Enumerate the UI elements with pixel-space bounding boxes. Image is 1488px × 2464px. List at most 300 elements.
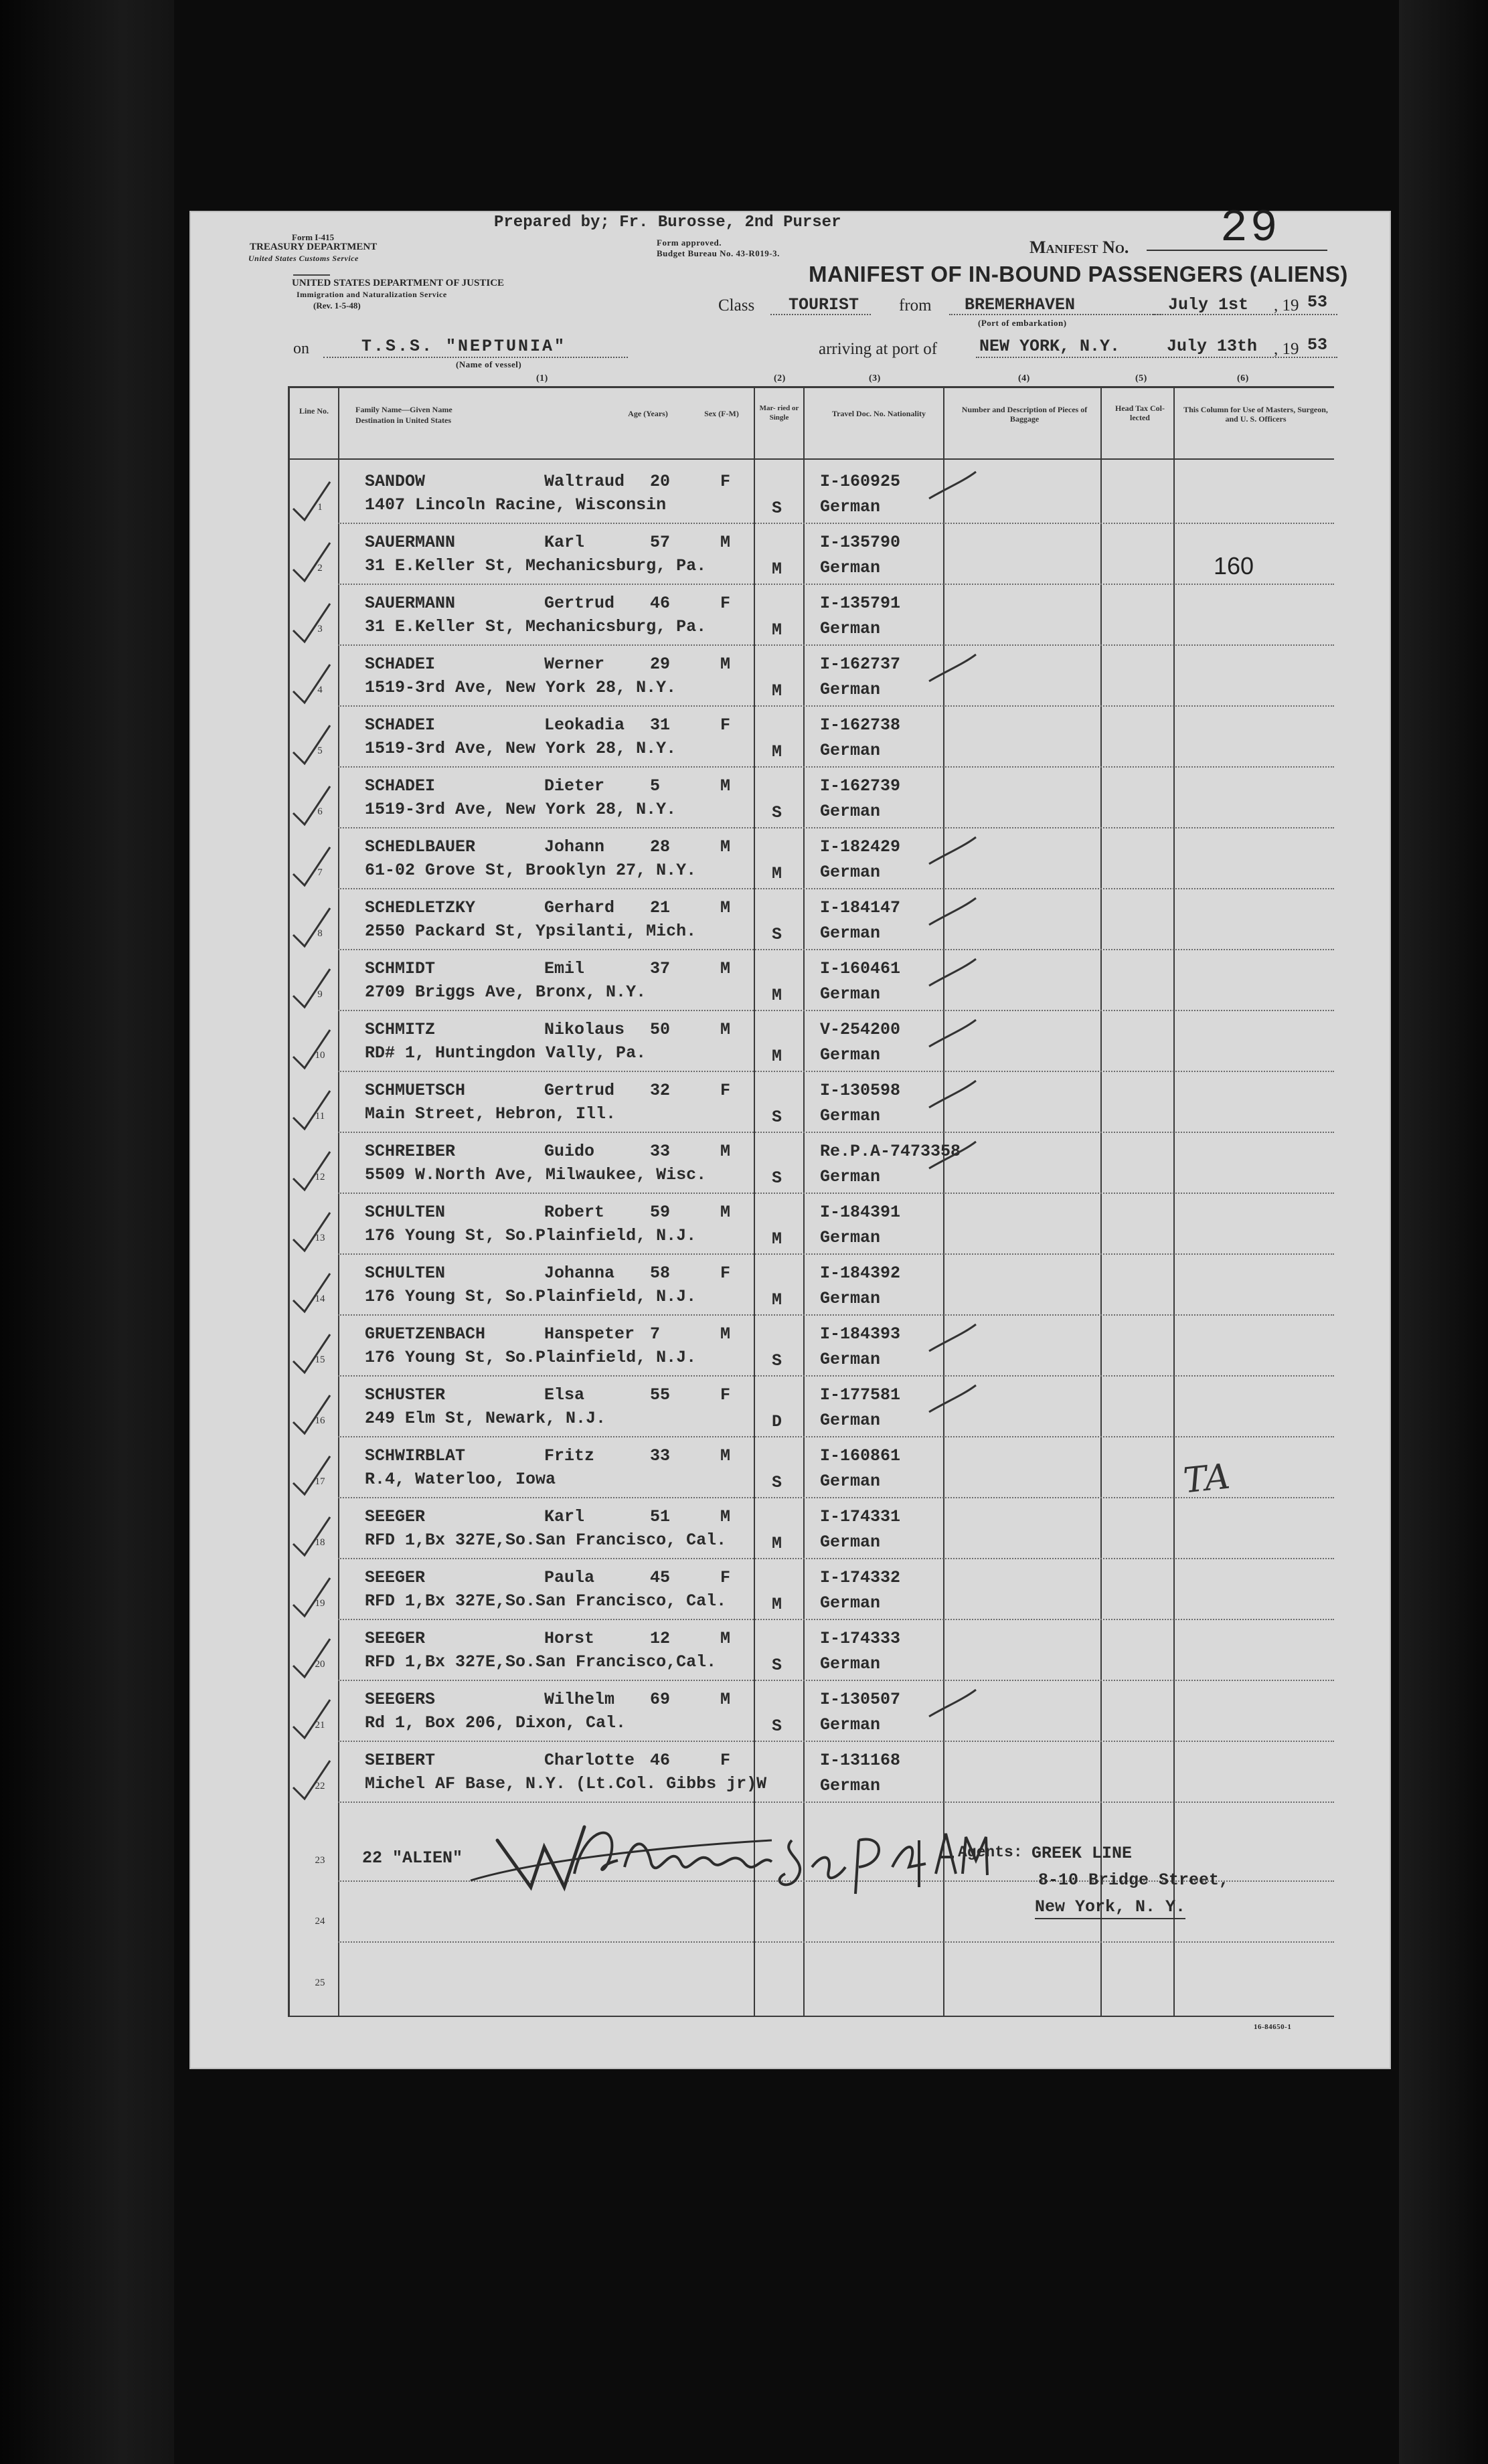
table-row <box>189 770 1334 830</box>
family-name: SANDOW <box>365 472 426 491</box>
given-name: Johann <box>544 837 605 857</box>
sex: M <box>720 1690 731 1709</box>
family-name: SEEGER <box>365 1568 426 1587</box>
header-head-tax: Head Tax Col- lected <box>1114 404 1165 422</box>
given-name: Dieter <box>544 776 605 796</box>
row-separator <box>338 1010 1334 1011</box>
year-prefix-2: , 19 <box>1274 340 1299 358</box>
travel-doc-no: I-135791 <box>820 594 901 613</box>
from-label: from <box>899 296 932 315</box>
header-name: Family Name—Given Name <box>355 405 452 414</box>
tick-mark-icon <box>926 468 979 509</box>
class-underline <box>770 314 871 315</box>
given-name: Karl <box>544 1507 585 1526</box>
marital-status: S <box>772 1656 782 1675</box>
check-mark-icon <box>290 1514 337 1561</box>
line-number: 15 <box>315 1354 325 1365</box>
destination: 1519-3rd Ave, New York 28, N.Y. <box>365 800 677 819</box>
sex: M <box>720 1020 731 1039</box>
family-name: SCHMITZ <box>365 1020 436 1039</box>
travel-doc-no: I-130598 <box>820 1081 901 1100</box>
line-number: 21 <box>315 1720 325 1731</box>
line-number: 8 <box>317 928 323 939</box>
marital-status: M <box>772 1595 782 1614</box>
travel-doc-no: I-177581 <box>820 1385 901 1405</box>
sex: F <box>720 472 731 491</box>
year-1: 53 <box>1307 292 1328 312</box>
sex: M <box>720 533 731 552</box>
agents-label: Agents: <box>958 1844 1023 1861</box>
destination: 2709 Briggs Ave, Bronx, N.Y. <box>365 982 647 1002</box>
arrival-date: July 13th <box>1167 337 1258 356</box>
scan-border-right <box>1399 0 1488 2464</box>
given-name: Leokadia <box>544 715 625 735</box>
sex: F <box>720 1263 731 1283</box>
family-name: SAUERMANN <box>365 594 456 613</box>
family-name: SCHMIDT <box>365 959 436 978</box>
line-number: 19 <box>315 1598 325 1609</box>
table-row <box>189 709 1334 770</box>
year-2: 53 <box>1307 335 1328 355</box>
marital-status: M <box>772 742 782 762</box>
family-name: SCHULTEN <box>365 1263 446 1283</box>
family-name: SCHADEI <box>365 654 436 674</box>
age: 7 <box>650 1324 661 1344</box>
line-number: 14 <box>315 1294 325 1304</box>
nationality: German <box>820 1715 881 1735</box>
depart-date: July 1st <box>1168 295 1249 315</box>
sex: M <box>720 1507 731 1526</box>
treasury-dept: TREASURY DEPARTMENT <box>250 242 378 252</box>
row-separator <box>338 1253 1334 1255</box>
agent-city: New York, N. Y. <box>1035 1897 1185 1919</box>
line-number: 16 <box>315 1415 325 1426</box>
travel-doc-no: I-162738 <box>820 715 901 735</box>
check-mark-icon <box>290 1636 337 1682</box>
row-separator <box>338 523 1334 524</box>
header-sex: Sex (F-M) <box>704 409 739 418</box>
marital-status: S <box>772 1717 782 1736</box>
destination: Michel AF Base, N.Y. (Lt.Col. Gibbs jr)W <box>365 1774 767 1793</box>
family-name: SCHADEI <box>365 715 436 735</box>
sex: M <box>720 1203 731 1222</box>
row-separator <box>338 1375 1334 1377</box>
nationality: German <box>820 984 881 1004</box>
age: 37 <box>650 959 671 978</box>
age: 5 <box>650 776 661 796</box>
destination: 1519-3rd Ave, New York 28, N.Y. <box>365 739 677 758</box>
destination: RD# 1, Huntingdon Vally, Pa. <box>365 1043 647 1063</box>
nationality: German <box>820 1776 881 1795</box>
check-mark-icon <box>290 600 337 647</box>
table-row <box>189 1622 1334 1683</box>
line-number: 17 <box>315 1476 325 1487</box>
destination: 2550 Packard St, Ypsilanti, Mich. <box>365 921 697 941</box>
destination: Main Street, Hebron, Ill. <box>365 1104 616 1124</box>
travel-doc-no: I-174333 <box>820 1629 901 1648</box>
check-mark-icon <box>290 1209 337 1256</box>
line-number: 18 <box>315 1537 325 1548</box>
header-officers: This Column for Use of Masters, Surgeon, and U. S. Officers <box>1183 405 1328 424</box>
col-num-5: (5) <box>1135 373 1147 383</box>
destination: 176 Young St, So.Plainfield, N.J. <box>365 1348 697 1367</box>
age: 46 <box>650 1751 671 1770</box>
sex: F <box>720 1568 731 1587</box>
form-number: Form I-415 <box>292 232 335 242</box>
age: 33 <box>650 1446 671 1466</box>
travel-doc-no: I-184392 <box>820 1263 901 1283</box>
travel-doc-no: I-174332 <box>820 1568 901 1587</box>
line-number: 13 <box>315 1233 325 1243</box>
check-mark-icon <box>290 1331 337 1378</box>
check-mark-icon <box>290 722 337 769</box>
line-number: 12 <box>315 1172 325 1182</box>
line-number: 7 <box>317 867 323 878</box>
line-number: 10 <box>315 1050 325 1061</box>
line-number-25: 25 <box>315 1977 325 1988</box>
given-name: Paula <box>544 1568 595 1587</box>
tick-mark-icon <box>926 1382 979 1422</box>
given-name: Horst <box>544 1629 595 1648</box>
travel-doc-no: I-160861 <box>820 1446 901 1466</box>
form-approved: Form approved. <box>657 238 722 248</box>
family-name: GRUETZENBACH <box>365 1324 486 1344</box>
travel-doc-no: I-131168 <box>820 1751 901 1770</box>
nationality: German <box>820 1045 881 1065</box>
check-mark-icon <box>290 966 337 1013</box>
tick-mark-icon <box>926 895 979 935</box>
age: 58 <box>650 1263 671 1283</box>
family-name: SCHEDLBAUER <box>365 837 476 857</box>
travel-doc-no: I-182429 <box>820 837 901 857</box>
alien-total: 22 "ALIEN" <box>362 1848 463 1868</box>
age: 59 <box>650 1203 671 1222</box>
travel-doc-no: I-174331 <box>820 1507 901 1526</box>
destination: RFD 1,Bx 327E,So.San Francisco, Cal. <box>365 1591 727 1611</box>
arriving-label: arriving at port of <box>819 340 938 358</box>
family-name: SCHULTEN <box>365 1203 446 1222</box>
destination: 31 E.Keller St, Mechanicsburg, Pa. <box>365 617 707 636</box>
age: 20 <box>650 472 671 491</box>
tick-mark-icon <box>926 1686 979 1727</box>
sex: M <box>720 898 731 917</box>
age: 50 <box>650 1020 671 1039</box>
table-row <box>189 1318 1334 1379</box>
nationality: German <box>820 1350 881 1369</box>
nationality: German <box>820 558 881 578</box>
nationality: German <box>820 1532 881 1552</box>
age: 55 <box>650 1385 671 1405</box>
inspector-signature <box>457 1800 993 1901</box>
sex: M <box>720 837 731 857</box>
family-name: SCHUSTER <box>365 1385 446 1405</box>
destination: 61-02 Grove St, Brooklyn 27, N.Y. <box>365 861 697 880</box>
travel-doc-no: I-184391 <box>820 1203 901 1222</box>
check-mark-icon <box>290 1148 337 1195</box>
sex: F <box>720 1385 731 1405</box>
check-mark-icon <box>290 1696 337 1743</box>
travel-doc-no: I-162739 <box>820 776 901 796</box>
travel-doc-no: I-160925 <box>820 472 901 491</box>
marital-status: S <box>772 1108 782 1127</box>
destination: RFD 1,Bx 327E,So.San Francisco, Cal. <box>365 1530 727 1550</box>
header-baggage: Number and Description of Pieces of Baggage <box>961 405 1088 424</box>
year-prefix-1: , 19 <box>1274 296 1299 315</box>
age: 31 <box>650 715 671 735</box>
col-num-3: (3) <box>869 373 881 383</box>
table-row <box>189 1013 1334 1074</box>
marital-status: M <box>772 864 782 883</box>
header-bottom-rule <box>288 458 1334 460</box>
family-name: SAUERMANN <box>365 533 456 552</box>
vessel-name: T.S.S. "NEPTUNIA" <box>361 337 567 356</box>
check-mark-icon <box>290 1270 337 1317</box>
family-name: SEEGERS <box>365 1690 436 1709</box>
travel-doc-no: Re.P.A-7473358 <box>820 1142 961 1161</box>
header-age: Age (Years) <box>628 409 668 418</box>
family-name: SEIBERT <box>365 1751 436 1770</box>
sex: F <box>720 715 731 735</box>
tick-mark-icon <box>926 1138 979 1178</box>
nationality: German <box>820 1106 881 1126</box>
row-separator <box>338 644 1334 646</box>
arrival-underline <box>976 357 1337 358</box>
age: 46 <box>650 594 671 613</box>
check-mark-icon <box>290 905 337 952</box>
nationality: German <box>820 1472 881 1491</box>
row-separator <box>338 1132 1334 1133</box>
destination: 1519-3rd Ave, New York 28, N.Y. <box>365 678 677 697</box>
row-separator <box>338 1436 1334 1437</box>
sex: M <box>720 1446 731 1466</box>
manifest-number: 29 <box>1220 203 1280 254</box>
col-num-6: (6) <box>1237 373 1249 383</box>
table-row <box>189 1439 1334 1500</box>
given-name: Werner <box>544 654 605 674</box>
row-separator <box>338 1941 1334 1943</box>
given-name: Johanna <box>544 1263 615 1283</box>
age: 69 <box>650 1690 671 1709</box>
marital-status: S <box>772 1168 782 1188</box>
table-row <box>189 465 1334 526</box>
given-name: Elsa <box>544 1385 585 1405</box>
tick-mark-icon <box>926 1077 979 1118</box>
footer-code: 16-84650-1 <box>1254 2023 1292 2031</box>
row-separator <box>338 584 1334 585</box>
given-name: Wilhelm <box>544 1690 615 1709</box>
family-name: SEEGER <box>365 1629 426 1648</box>
destination: 1407 Lincoln Racine, Wisconsin <box>365 495 667 515</box>
marital-status: M <box>772 681 782 701</box>
prepared-by: Prepared by; Fr. Burosse, 2nd Purser <box>494 213 841 232</box>
line-number: 6 <box>317 806 323 817</box>
age: 45 <box>650 1568 671 1587</box>
col-num-2: (2) <box>774 373 786 383</box>
manifest-label: Manifest No. <box>1029 238 1129 257</box>
marital-status: M <box>772 1534 782 1553</box>
travel-doc-no: I-130507 <box>820 1690 901 1709</box>
table-bottom-rule <box>288 2016 1334 2017</box>
given-name: Robert <box>544 1203 605 1222</box>
travel-doc-no: V-254200 <box>820 1020 901 1039</box>
given-name: Waltraud <box>544 472 625 491</box>
nationality: German <box>820 619 881 638</box>
row-separator <box>338 1314 1334 1316</box>
row-separator <box>338 1741 1334 1742</box>
sex: F <box>720 1081 731 1100</box>
line-number: 3 <box>317 624 323 634</box>
nationality: German <box>820 680 881 699</box>
row-separator <box>338 705 1334 707</box>
travel-doc-no: I-184393 <box>820 1324 901 1344</box>
age: 57 <box>650 533 671 552</box>
table-row <box>189 648 1334 709</box>
nationality: German <box>820 1228 881 1247</box>
check-mark-icon <box>290 539 337 586</box>
line-number: 4 <box>317 685 323 695</box>
sex: M <box>720 776 731 796</box>
nationality: German <box>820 802 881 821</box>
check-mark-icon <box>290 1027 337 1073</box>
travel-doc-no: I-162737 <box>820 654 901 674</box>
marital-status: D <box>772 1412 782 1431</box>
marital-status: S <box>772 499 782 518</box>
check-mark-icon <box>290 1757 337 1804</box>
family-name: SCHREIBER <box>365 1142 456 1161</box>
row-separator <box>338 827 1334 828</box>
given-name: Fritz <box>544 1446 595 1466</box>
destination: 176 Young St, So.Plainfield, N.J. <box>365 1287 697 1306</box>
table-row <box>189 1257 1334 1318</box>
travel-doc-no: I-135790 <box>820 533 901 552</box>
nationality: German <box>820 1167 881 1186</box>
ins-title: Immigration and Naturalization Service <box>297 290 447 299</box>
line-number: 11 <box>315 1111 325 1122</box>
given-name: Charlotte <box>544 1751 635 1770</box>
age: 28 <box>650 837 671 857</box>
sex: M <box>720 959 731 978</box>
marital-status: M <box>772 559 782 579</box>
age: 33 <box>650 1142 671 1161</box>
destination: RFD 1,Bx 327E,So.San Francisco,Cal. <box>365 1652 717 1672</box>
sex: M <box>720 1629 731 1648</box>
given-name: Gerhard <box>544 898 615 917</box>
family-name: SCHEDLETZKY <box>365 898 476 917</box>
table-row <box>189 1196 1334 1257</box>
marital-status: M <box>772 1290 782 1310</box>
destination: Rd 1, Box 206, Dixon, Cal. <box>365 1713 627 1733</box>
sex: M <box>720 654 731 674</box>
table-row <box>189 891 1334 952</box>
row-separator <box>338 1680 1334 1681</box>
nationality: German <box>820 1411 881 1430</box>
check-mark-icon <box>290 1087 337 1134</box>
given-name: Emil <box>544 959 585 978</box>
destination: 249 Elm St, Newark, N.J. <box>365 1409 606 1428</box>
marital-status: M <box>772 1047 782 1066</box>
date-underline <box>1153 314 1337 315</box>
age: 12 <box>650 1629 671 1648</box>
table-row <box>189 1561 1334 1622</box>
family-name: SCHWIRBLAT <box>365 1446 466 1466</box>
destination: 31 E.Keller St, Mechanicsburg, Pa. <box>365 556 707 576</box>
table-row <box>189 1379 1334 1439</box>
line-number: 22 <box>315 1781 325 1791</box>
line-number: 9 <box>317 989 323 1000</box>
age: 32 <box>650 1081 671 1100</box>
officer-note-160: 160 <box>1214 552 1254 580</box>
col-num-1: (1) <box>536 373 548 383</box>
table-row <box>189 1744 1334 1805</box>
destination: R.4, Waterloo, Iowa <box>365 1470 556 1489</box>
class-label: Class <box>718 296 755 315</box>
agent-address: 8-10 Bridge Street, <box>1038 1870 1230 1890</box>
check-mark-icon <box>290 1575 337 1621</box>
age: 21 <box>650 898 671 917</box>
marital-status: S <box>772 1351 782 1371</box>
vessel-underline <box>323 357 628 358</box>
nationality: German <box>820 1654 881 1674</box>
line-number: 5 <box>317 745 323 756</box>
vessel-caption: (Name of vessel) <box>456 359 522 369</box>
table-top-rule <box>288 386 1334 388</box>
given-name: Gertrud <box>544 594 615 613</box>
header-travel-doc: Travel Doc. No. Nationality <box>831 409 926 418</box>
travel-doc-no: I-160461 <box>820 959 901 978</box>
table-row <box>189 526 1334 587</box>
table-row <box>189 830 1334 891</box>
given-name: Hanspeter <box>544 1324 635 1344</box>
family-name: SCHADEI <box>365 776 436 796</box>
row-separator <box>338 766 1334 768</box>
table-row <box>189 1500 1334 1561</box>
marital-status: M <box>772 986 782 1005</box>
divider <box>293 274 330 276</box>
sex: M <box>720 1142 731 1161</box>
line-number-23: 23 <box>315 1855 325 1866</box>
header-line-no: Line No. <box>299 406 329 416</box>
marital-status: S <box>772 925 782 944</box>
table-row <box>189 1074 1334 1135</box>
budget-bureau: Budget Bureau No. 43-R019-3. <box>657 248 780 258</box>
check-mark-icon <box>290 1453 337 1500</box>
check-mark-icon <box>290 1392 337 1439</box>
given-name: Gertrud <box>544 1081 615 1100</box>
line-number-24: 24 <box>315 1916 325 1927</box>
line-number: 2 <box>317 563 323 574</box>
marital-status: S <box>772 1473 782 1492</box>
row-separator <box>338 888 1334 889</box>
age: 51 <box>650 1507 671 1526</box>
nationality: German <box>820 863 881 882</box>
header-destination: Destination in United States <box>355 416 452 425</box>
row-separator <box>338 1558 1334 1559</box>
age: 29 <box>650 654 671 674</box>
on-label: on <box>293 340 309 357</box>
class-value: TOURIST <box>789 295 859 315</box>
line-number: 1 <box>317 502 323 513</box>
nationality: German <box>820 497 881 517</box>
table-row <box>189 952 1334 1013</box>
col-num-4: (4) <box>1018 373 1030 383</box>
tick-mark-icon <box>926 834 979 874</box>
marital-status: S <box>772 803 782 822</box>
manifest-title: MANIFEST OF IN-BOUND PASSENGERS (ALIENS) <box>809 262 1348 286</box>
check-mark-icon <box>290 844 337 891</box>
form-revision: (Rev. 1-5-48) <box>313 300 361 311</box>
line-number: 20 <box>315 1659 325 1670</box>
given-name: Nikolaus <box>544 1020 625 1039</box>
